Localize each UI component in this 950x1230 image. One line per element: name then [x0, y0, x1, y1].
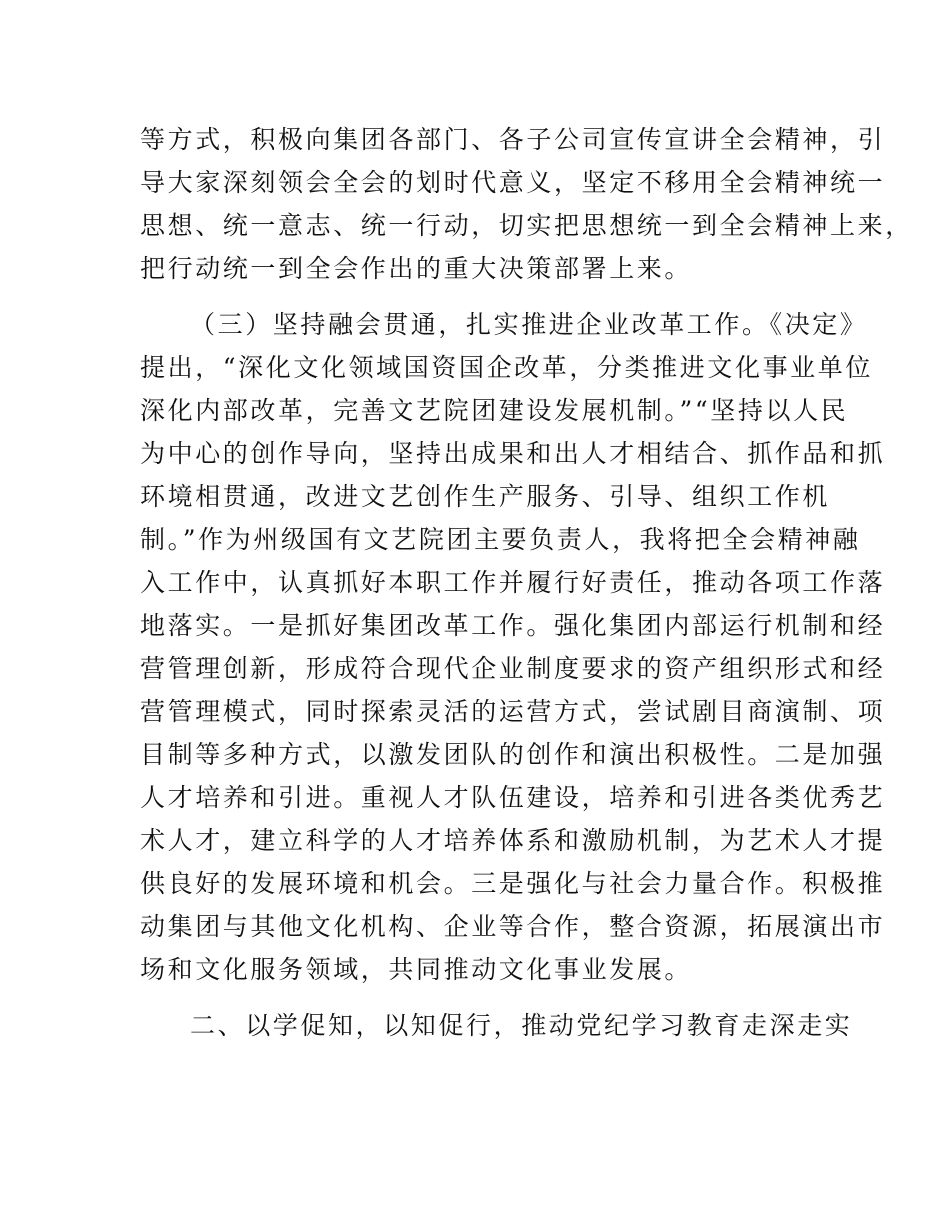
text-line: （三）坚持融会贯通，扎实推进企业改革工作。《决定》: [190, 310, 868, 339]
text-line: 为中心的创作导向，坚持出成果和出人才相结合、抓作品和抓: [140, 439, 886, 468]
text-line: 导大家深刻领会全会的划时代意义，坚定不移用全会精神统一: [140, 168, 886, 197]
text-line: 环境相贯通，改进文艺创作生产服务、引导、组织工作机: [140, 482, 831, 511]
text-line: 供良好的发展环境和机会。三是强化与社会力量合作。积极推: [140, 869, 886, 898]
text-line: 营管理模式，同时探索灵活的运营方式，尝试剧目商演制、项: [140, 697, 886, 726]
text-line: 等方式，积极向集团各部门、各子公司宣传宣讲全会精神，引: [140, 125, 886, 154]
text-line: 思想、统一意志、统一行动，切实把思想统一到全会精神上来，: [140, 211, 913, 240]
text-line: 场和文化服务领域，共同推动文化事业发展。: [140, 955, 693, 984]
section-heading: 二、以学促知，以知促行，推动党纪学习教育走深走实: [190, 1011, 853, 1040]
text-line: 动集团与其他文化机构、企业等合作，整合资源，拓展演出市: [140, 912, 886, 941]
text-line: 地落实。一是抓好集团改革工作。强化集团内部运行机制和经: [140, 611, 886, 640]
text-line: 人才培养和引进。重视人才队伍建设，培养和引进各类优秀艺: [140, 783, 886, 812]
text-line: 深化内部改革，完善文艺院团建设发展机制。”“坚持以人民: [140, 396, 849, 425]
text-line: 把行动统一到全会作出的重大决策部署上来。: [140, 254, 693, 283]
text-line: 目制等多种方式，以激发团队的创作和演出积极性。二是加强: [140, 740, 886, 769]
text-line: 提出，“深化文化领域国资国企改革，分类推进文化事业单位: [140, 353, 873, 382]
text-line: 营管理创新，形成符合现代企业制度要求的资产组织形式和经: [140, 654, 886, 683]
text-line: 术人才，建立科学的人才培养体系和激励机制，为艺术人才提: [140, 826, 886, 855]
text-line: 入工作中，认真抓好本职工作并履行好责任，推动各项工作落: [140, 568, 886, 597]
text-line: 制。”作为州级国有文艺院团主要负责人，我将把全会精神融: [140, 525, 861, 554]
